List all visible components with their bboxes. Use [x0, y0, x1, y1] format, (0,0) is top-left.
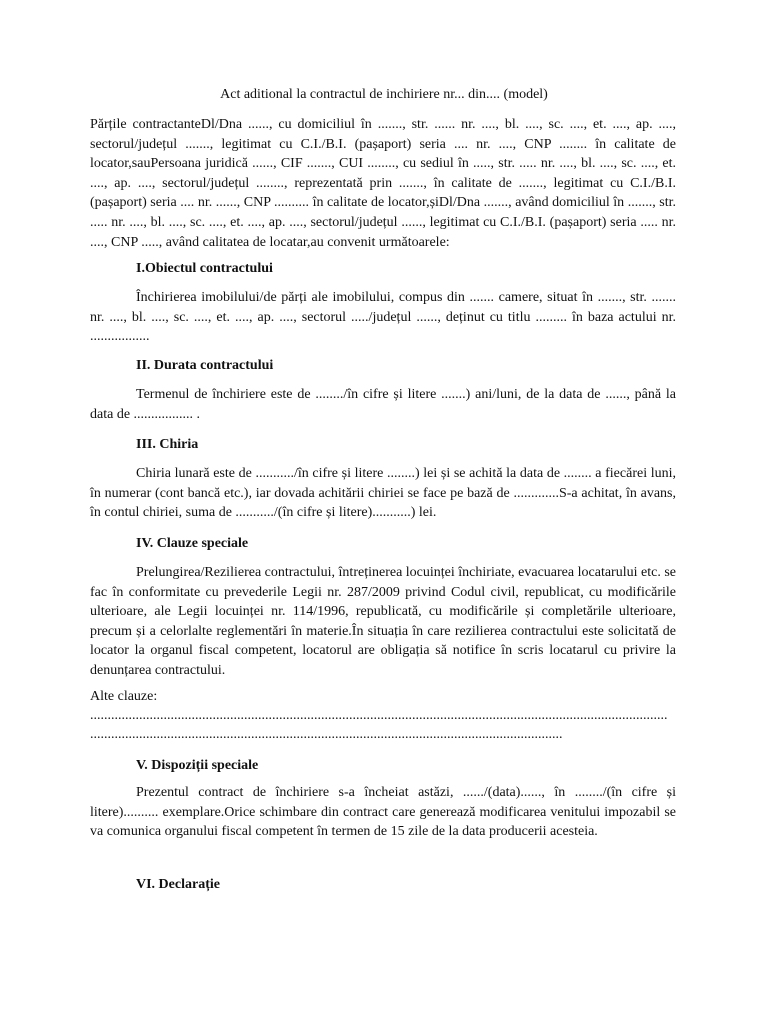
section-5-body: Prezentul contract de închiriere s-a încheiat astăzi, ....../(data)......, în ......../(în cifre și litere).......... exemplare.Orice schimbare din contract care generează modificarea venitului impozabil se va comunica organului fiscal competent în termen de 15 zile de la data producerii acesteia. [90, 785, 676, 840]
other-clauses-line-1: ..................................................................................................................................................................... [90, 708, 668, 723]
section-6-heading: VI. Declarație [136, 877, 220, 892]
section-4-heading: IV. Clauze speciale [136, 536, 249, 551]
section-1-heading: I.Obiectul contractului [136, 261, 273, 276]
section-1-body: Închirierea imobilului/de părți ale imobilului, compus din ....... camere, situat în ......., str. ....... nr. ...., bl. ...., sc. ...., et. ...., ap. ...., sectorul ...../județul ......, deținut cu titlu ......... în baza actului nr. ................. [90, 290, 676, 345]
section-4-body: Prelungirea/Rezilierea contractului, întreținerea locuinței închiriate, evacuarea locatarului etc. se fac în conformitate cu prevederile Legii nr. 287/2009 privind Codul civil, republicat, cu modificările ulterioare, ale Legii locuinței nr. 114/1996, republicată, cu modificările și completările ulterioare, precum și a celorlalte reglementări în materie.În situația în care rezilierea contractului este solicitată de locator la organul fiscal competent, locatorul are obligația să notifice în scris locatarul cu privire la denunțarea contractului. [90, 565, 676, 678]
other-clauses-line-2: ....................................................................................................................................... [90, 727, 563, 742]
parties-paragraph: Părțile contractanteDl/Dna ......, cu domiciliul în ......., str. ...... nr. ...., bl. ...., sc. ...., et. ...., ap. ...., sectorul/județul ......., legitimat cu C.I./B.I. (pașaport) seria .... nr. ...., CNP ........ în calitate de locator,sauPersoana juridică ......, CIF ......., CUI ........, cu sediul în ....., str. ..... nr. ...., bl. ...., sc. ...., et. ...., ap. ...., sectorul/județul ........, reprezentată prin ......., în calitate de ......., legitimat cu C.I./B.I. (pașaport) seria .... nr. ......, CNP .......... în calitate de locator,șiDl/Dna ......., având domiciliul în ......., str. ..... nr. ...., bl. ...., sc. ...., et. ...., ap. ...., sectorul/județul ......, legitimat cu C.I./B.I. (pașaport) seria ..... nr. ...., CNP ....., având calitatea de locatar,au convenit următoarele: [90, 117, 676, 250]
section-5-heading: V. Dispoziții speciale [136, 758, 259, 773]
section-2-heading: II. Durata contractului [136, 358, 274, 373]
document-title: Act aditional la contractul de inchiriere nr... din.... (model) [220, 87, 548, 102]
section-3-body: Chiria lunară este de .........../în cifre și litere ........) lei și se achită la data de ........ a fiecărei luni, în numerar (cont bancă etc.), iar dovada achitării chiriei se face pe bază de .............S-a achitat, în avans, în contul chiriei, suma de .........../(în cifre și litere)...........) lei. [90, 466, 676, 521]
section-3-heading: III. Chiria [136, 437, 199, 452]
section-2-body: Termenul de închiriere este de ......../în cifre și litere .......) ani/luni, de la data de ......, până la data de ................. . [90, 387, 676, 422]
other-clauses-label: Alte clauze: [90, 689, 158, 704]
